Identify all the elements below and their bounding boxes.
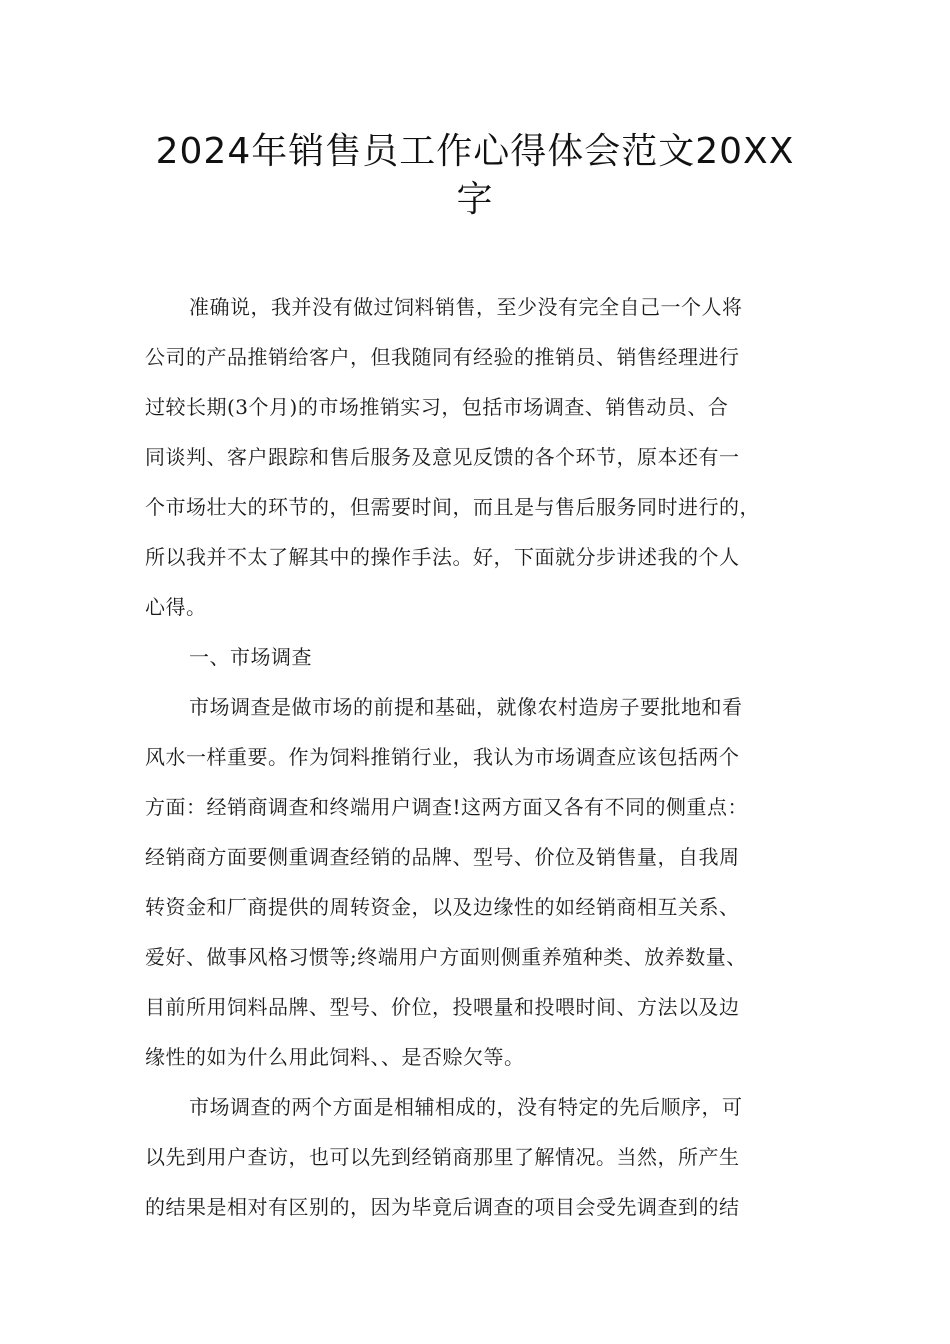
- body-line: 公司的产品推销给客户，但我随同有经验的推销员、销售经理进行: [145, 345, 740, 369]
- body-line: 准确说，我并没有做过饲料销售，至少没有完全自己一个人将: [189, 295, 743, 319]
- section-heading: 一、市场调查: [189, 645, 312, 669]
- body-line: 风水一样重要。作为饲料推销行业，我认为市场调查应该包括两个: [145, 745, 740, 769]
- body-line: 方面：经销商调查和终端用户调查!这两方面又各有不同的侧重点：: [145, 795, 749, 819]
- body-line: 的结果是相对有区别的，因为毕竟后调查的项目会受先调查到的结: [145, 1195, 740, 1219]
- body-line: 缘性的如为什么用此饲料、、是否赊欠等。: [145, 1045, 525, 1069]
- body-line: 经销商方面要侧重调查经销的品牌、型号、价位及销售量，自我周: [145, 845, 740, 869]
- title-line-1: 2024年销售员工作心得体会范文20XX: [155, 131, 795, 172]
- body-line: 转资金和厂商提供的周转资金，以及边缘性的如经销商相互关系、: [145, 895, 740, 919]
- body-line: 所以我并不太了解其中的操作手法。好，下面就分步讲述我的个人: [145, 545, 740, 569]
- body-line: 爱好、做事风格习惯等;终端用户方面则侧重养殖种类、放养数量、: [145, 945, 747, 969]
- body-line: 以先到用户查访，也可以先到经销商那里了解情况。当然，所产生: [145, 1145, 740, 1169]
- document-title: [130, 128, 820, 224]
- body-line: 同谈判、客户跟踪和售后服务及意见反馈的各个环节，原本还有一: [145, 445, 740, 469]
- document-body: [145, 282, 821, 1232]
- body-line: 过较长期(3个月)的市场推销实习，包括市场调查、销售动员、合: [145, 395, 729, 419]
- body-line: 市场调查的两个方面是相辅相成的，没有特定的先后顺序，可: [189, 1095, 743, 1119]
- body-line: 目前所用饲料品牌、型号、价位，投喂量和投喂时间、方法以及边: [145, 995, 740, 1019]
- body-line: 心得。: [145, 595, 207, 619]
- title-line-2: 字: [456, 179, 494, 220]
- body-line: 个市场壮大的环节的，但需要时间，而且是与售后服务同时进行的，: [145, 495, 760, 519]
- body-line: 市场调查是做市场的前提和基础，就像农村造房子要批地和看: [189, 695, 743, 719]
